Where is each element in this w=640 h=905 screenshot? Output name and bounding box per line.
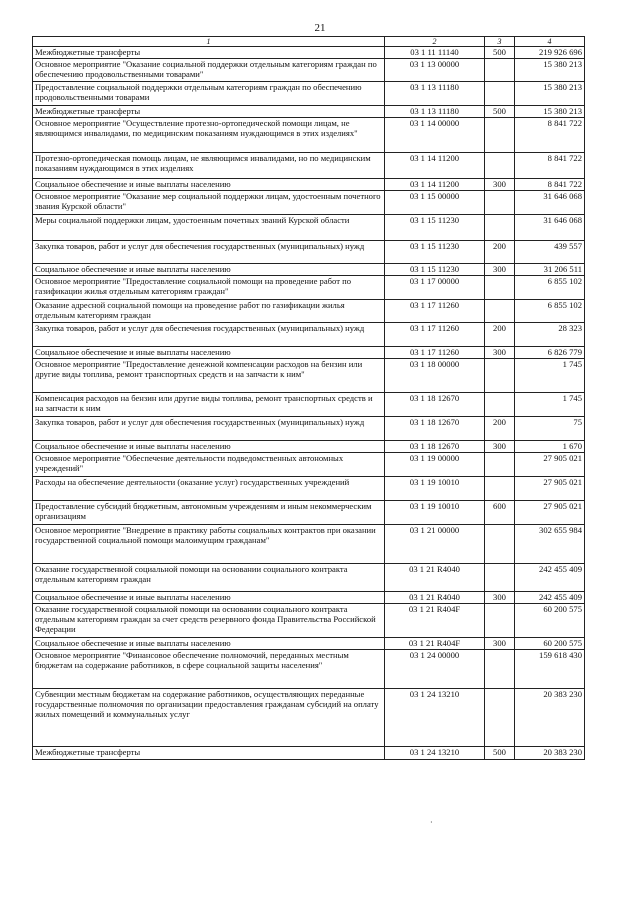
table-row bbox=[33, 153, 585, 179]
row-code: 03 1 19 10010 bbox=[385, 501, 485, 525]
row-code: 03 1 21 R4040 bbox=[385, 592, 485, 604]
table-row bbox=[33, 592, 585, 604]
row-expense-type bbox=[485, 276, 515, 300]
row-expense-type bbox=[485, 59, 515, 82]
row-code: 03 1 15 11230 bbox=[385, 241, 485, 264]
row-sum: 242 455 409 bbox=[515, 592, 585, 604]
table-row bbox=[33, 118, 585, 153]
row-code: 03 1 14 00000 bbox=[385, 118, 485, 153]
row-expense-type: 200 bbox=[485, 323, 515, 347]
column-header-code: 2 bbox=[385, 37, 485, 47]
table-row bbox=[33, 501, 585, 525]
budget-table bbox=[32, 36, 585, 760]
row-sum: 60 200 575 bbox=[515, 604, 585, 638]
row-code: 03 1 14 11200 bbox=[385, 179, 485, 191]
row-sum: 6 855 102 bbox=[515, 276, 585, 300]
table-row bbox=[33, 215, 585, 241]
table-row bbox=[33, 241, 585, 264]
table-row bbox=[33, 59, 585, 82]
row-code: 03 1 18 12670 bbox=[385, 417, 485, 441]
row-code: 03 1 24 13210 bbox=[385, 747, 485, 760]
row-sum: 28 323 bbox=[515, 323, 585, 347]
row-name: Протезно-ортопедическая помощь лицам, не являющимся инвалидами, но по медицинским показаниям нуждающимся в этих изделиях bbox=[33, 153, 385, 179]
row-sum: 20 383 230 bbox=[515, 689, 585, 747]
row-code: 03 1 17 11260 bbox=[385, 323, 485, 347]
table-row bbox=[33, 82, 585, 106]
table-body bbox=[33, 47, 585, 760]
table-row bbox=[33, 564, 585, 592]
row-code: 03 1 18 00000 bbox=[385, 359, 485, 393]
table-row bbox=[33, 276, 585, 300]
row-code: 03 1 21 R4040 bbox=[385, 564, 485, 592]
row-code: 03 1 21 00000 bbox=[385, 525, 485, 564]
row-name: Основное мероприятие "Предоставление денежной компенсации расходов на бензин или другие виды топлива, ремонт транспортных средств и на запчасти к ним" bbox=[33, 359, 385, 393]
row-code: 03 1 21 R404F bbox=[385, 638, 485, 650]
row-expense-type: 300 bbox=[485, 347, 515, 359]
row-code: 03 1 13 00000 bbox=[385, 59, 485, 82]
row-sum: 6 855 102 bbox=[515, 300, 585, 323]
row-expense-type bbox=[485, 393, 515, 417]
row-sum: 6 826 779 bbox=[515, 347, 585, 359]
row-code: 03 1 13 11180 bbox=[385, 82, 485, 106]
row-expense-type bbox=[485, 153, 515, 179]
table-row bbox=[33, 638, 585, 650]
table-row bbox=[33, 453, 585, 477]
row-name: Меры социальной поддержки лицам, удостоенным почетных званий Курской области bbox=[33, 215, 385, 241]
row-expense-type bbox=[485, 359, 515, 393]
row-name: Закупка товаров, работ и услуг для обеспечения государственных (муниципальных) нужд bbox=[33, 241, 385, 264]
stray-mark: · bbox=[430, 818, 433, 827]
row-name: Межбюджетные трансферты bbox=[33, 747, 385, 760]
row-code: 03 1 11 11140 bbox=[385, 47, 485, 59]
row-expense-type bbox=[485, 215, 515, 241]
table-row bbox=[33, 300, 585, 323]
row-name: Основное мероприятие "Оказание мер социальной поддержки лицам, удостоенным почетного звания Курской области" bbox=[33, 191, 385, 215]
row-name: Социальное обеспечение и иные выплаты населению bbox=[33, 441, 385, 453]
row-name: Предоставление социальной поддержки отдельным категориям граждан по обеспечению продовольственными товарами bbox=[33, 82, 385, 106]
table-row bbox=[33, 191, 585, 215]
table-row bbox=[33, 179, 585, 191]
row-code: 03 1 24 13210 bbox=[385, 689, 485, 747]
row-expense-type bbox=[485, 689, 515, 747]
row-sum: 1 670 bbox=[515, 441, 585, 453]
row-name: Социальное обеспечение и иные выплаты населению bbox=[33, 347, 385, 359]
table-header-row bbox=[33, 37, 585, 47]
row-name: Оказание государственной социальной помощи на основании социального контракта отдельным категориям граждан за счет средств резервного фонда Правительства Российской Федерации bbox=[33, 604, 385, 638]
table-row bbox=[33, 393, 585, 417]
row-name: Социальное обеспечение и иные выплаты населению bbox=[33, 592, 385, 604]
row-sum: 8 841 722 bbox=[515, 118, 585, 153]
row-sum: 15 380 213 bbox=[515, 106, 585, 118]
row-expense-type bbox=[485, 477, 515, 501]
row-expense-type: 500 bbox=[485, 47, 515, 59]
row-name: Основное мероприятие "Оказание социальной поддержки отдельным категориям граждан по обеспечению продовольственными товарами" bbox=[33, 59, 385, 82]
row-code: 03 1 17 00000 bbox=[385, 276, 485, 300]
row-sum: 27 905 021 bbox=[515, 477, 585, 501]
row-name: Закупка товаров, работ и услуг для обеспечения государственных (муниципальных) нужд bbox=[33, 417, 385, 441]
row-sum: 439 557 bbox=[515, 241, 585, 264]
row-code: 03 1 13 11180 bbox=[385, 106, 485, 118]
row-expense-type: 200 bbox=[485, 417, 515, 441]
row-expense-type: 300 bbox=[485, 179, 515, 191]
table-row bbox=[33, 347, 585, 359]
row-code: 03 1 18 12670 bbox=[385, 393, 485, 417]
row-expense-type: 300 bbox=[485, 264, 515, 276]
row-name: Закупка товаров, работ и услуг для обеспечения государственных (муниципальных) нужд bbox=[33, 323, 385, 347]
row-expense-type bbox=[485, 564, 515, 592]
row-code: 03 1 17 11260 bbox=[385, 347, 485, 359]
table-row bbox=[33, 417, 585, 441]
row-sum: 159 618 430 bbox=[515, 650, 585, 689]
row-name: Основное мероприятие "Предоставление социальной помощи на проведение работ по газификации жилья отдельным категориям граждан" bbox=[33, 276, 385, 300]
row-sum: 31 206 511 bbox=[515, 264, 585, 276]
row-sum: 1 745 bbox=[515, 359, 585, 393]
page-number: 21 bbox=[314, 22, 326, 34]
row-name: Социальное обеспечение и иные выплаты населению bbox=[33, 179, 385, 191]
table-row bbox=[33, 441, 585, 453]
table-row bbox=[33, 106, 585, 118]
row-code: 03 1 24 00000 bbox=[385, 650, 485, 689]
row-code: 03 1 15 11230 bbox=[385, 215, 485, 241]
row-expense-type bbox=[485, 82, 515, 106]
row-name: Межбюджетные трансферты bbox=[33, 47, 385, 59]
table-row bbox=[33, 689, 585, 747]
row-sum: 60 200 575 bbox=[515, 638, 585, 650]
row-expense-type: 300 bbox=[485, 592, 515, 604]
row-sum: 31 646 068 bbox=[515, 191, 585, 215]
row-name: Социальное обеспечение и иные выплаты населению bbox=[33, 264, 385, 276]
table-row bbox=[33, 525, 585, 564]
table-row bbox=[33, 359, 585, 393]
row-code: 03 1 18 12670 bbox=[385, 441, 485, 453]
row-code: 03 1 19 00000 bbox=[385, 453, 485, 477]
row-code: 03 1 15 00000 bbox=[385, 191, 485, 215]
row-sum: 8 841 722 bbox=[515, 179, 585, 191]
row-name: Основное мероприятие "Обеспечение деятельности подведомственных автономных учреждений" bbox=[33, 453, 385, 477]
row-name: Межбюджетные трансферты bbox=[33, 106, 385, 118]
row-sum: 1 745 bbox=[515, 393, 585, 417]
row-sum: 20 383 230 bbox=[515, 747, 585, 760]
row-name: Основное мероприятие "Финансовое обеспечение полномочий, переданных местным бюджетам на содержание работников, в сфере социальной защиты населения" bbox=[33, 650, 385, 689]
row-sum: 15 380 213 bbox=[515, 82, 585, 106]
row-expense-type: 500 bbox=[485, 747, 515, 760]
table-row bbox=[33, 477, 585, 501]
row-sum: 8 841 722 bbox=[515, 153, 585, 179]
row-sum: 27 905 021 bbox=[515, 501, 585, 525]
row-expense-type: 300 bbox=[485, 638, 515, 650]
row-expense-type bbox=[485, 650, 515, 689]
row-name: Социальное обеспечение и иные выплаты населению bbox=[33, 638, 385, 650]
row-expense-type: 300 bbox=[485, 441, 515, 453]
row-expense-type bbox=[485, 453, 515, 477]
row-code: 03 1 17 11260 bbox=[385, 300, 485, 323]
row-sum: 31 646 068 bbox=[515, 215, 585, 241]
row-sum: 302 655 984 bbox=[515, 525, 585, 564]
row-expense-type bbox=[485, 300, 515, 323]
table-row bbox=[33, 264, 585, 276]
row-code: 03 1 21 R404F bbox=[385, 604, 485, 638]
row-name: Оказание адресной социальной помощи на проведение работ по газификации жилья отдельным категориям граждан bbox=[33, 300, 385, 323]
row-name: Оказание государственной социальной помощи на основании социального контракта отдельным категориям граждан bbox=[33, 564, 385, 592]
row-sum: 15 380 213 bbox=[515, 59, 585, 82]
row-code: 03 1 14 11200 bbox=[385, 153, 485, 179]
row-expense-type bbox=[485, 525, 515, 564]
row-expense-type: 200 bbox=[485, 241, 515, 264]
table-row bbox=[33, 604, 585, 638]
column-header-type: 3 bbox=[485, 37, 515, 47]
row-expense-type bbox=[485, 118, 515, 153]
row-sum: 242 455 409 bbox=[515, 564, 585, 592]
row-name: Основное мероприятие "Внедрение в практику работы социальных контрактов при оказании государственной социальной помощи малоимущим гражданам" bbox=[33, 525, 385, 564]
table-row bbox=[33, 747, 585, 760]
row-name: Компенсация расходов на бензин или другие виды топлива, ремонт транспортных средств и на запчасти к ним bbox=[33, 393, 385, 417]
column-header-sum: 4 bbox=[515, 37, 585, 47]
table-row bbox=[33, 47, 585, 59]
row-sum: 75 bbox=[515, 417, 585, 441]
row-expense-type bbox=[485, 604, 515, 638]
table-row bbox=[33, 323, 585, 347]
row-name: Расходы на обеспечение деятельности (оказание услуг) государственных учреждений bbox=[33, 477, 385, 501]
row-expense-type bbox=[485, 191, 515, 215]
row-expense-type: 500 bbox=[485, 106, 515, 118]
row-name: Субвенции местным бюджетам на содержание работников, осуществляющих переданные государственные полномочия по организации предоставления гражданам субсидий на оплату жилых помещений и коммунальных услуг bbox=[33, 689, 385, 747]
row-sum: 219 926 696 bbox=[515, 47, 585, 59]
row-expense-type: 600 bbox=[485, 501, 515, 525]
row-name: Предоставление субсидий бюджетным, автономным учреждениям и иным некоммерческим организациям bbox=[33, 501, 385, 525]
column-header-name: 1 bbox=[33, 37, 385, 47]
row-sum: 27 905 021 bbox=[515, 453, 585, 477]
row-name: Основное мероприятие "Осуществление протезно-ортопедической помощи лицам, не являющимся инвалидами, по медицинским показаниям нуждающимся в этих изделиях" bbox=[33, 118, 385, 153]
row-code: 03 1 19 10010 bbox=[385, 477, 485, 501]
row-code: 03 1 15 11230 bbox=[385, 264, 485, 276]
table-row bbox=[33, 650, 585, 689]
